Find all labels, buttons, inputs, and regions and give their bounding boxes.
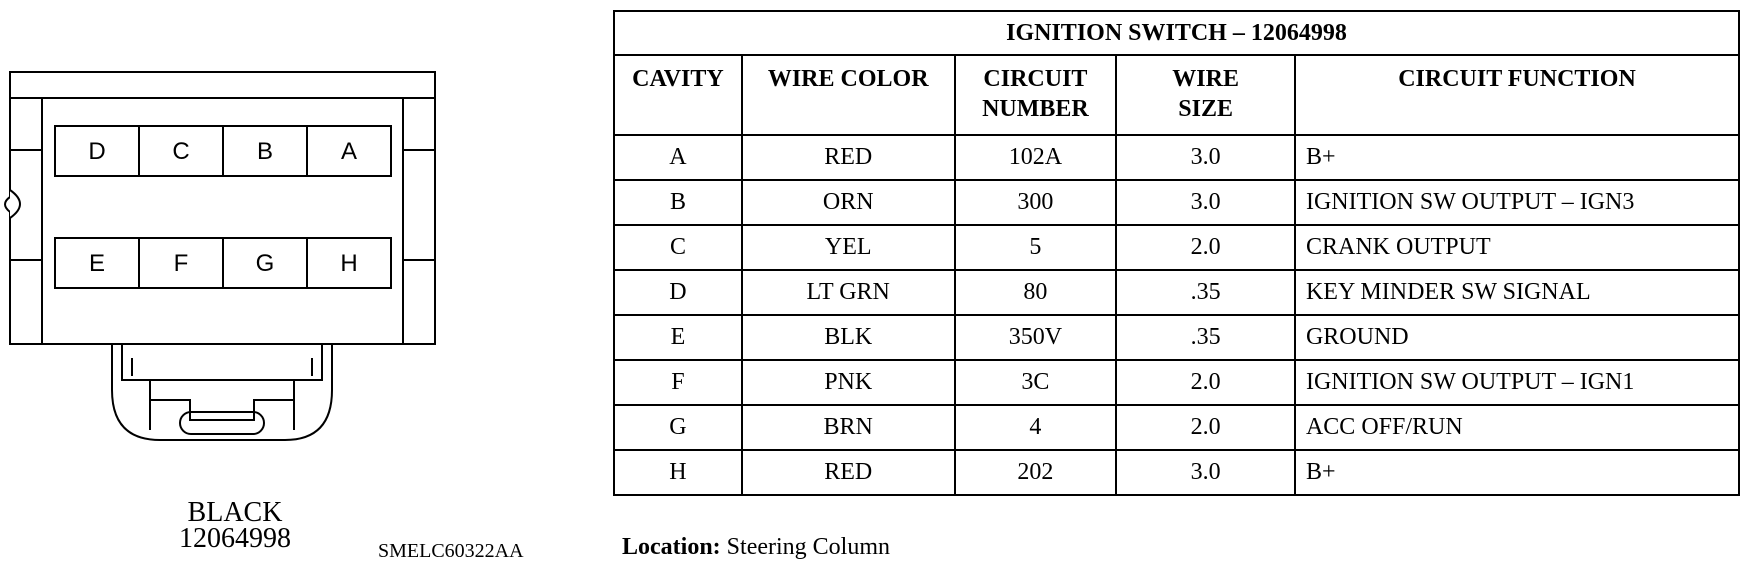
- pin-label-b: B: [256, 138, 274, 165]
- cavity-cell: H: [614, 450, 742, 495]
- right-tab-bottom: [403, 260, 435, 344]
- wire-size-cell: .35: [1116, 270, 1295, 315]
- circuit-function-cell: IGNITION SW OUTPUT – IGN1: [1295, 360, 1739, 405]
- table-row: [614, 360, 1739, 405]
- table-row: [614, 270, 1739, 315]
- pin-label-e: E: [88, 250, 106, 277]
- table-header-row: [614, 55, 1739, 135]
- circuit-number-cell: 3C: [955, 360, 1117, 405]
- wire-size-cell: 2.0: [1116, 225, 1295, 270]
- table-row: [614, 315, 1739, 360]
- cavity-cell: E: [614, 315, 742, 360]
- pin-label-a: A: [340, 138, 358, 165]
- wire-color-cell: PNK: [742, 360, 955, 405]
- wire-color-cell: BLK: [742, 315, 955, 360]
- circuit-number-cell: 202: [955, 450, 1117, 495]
- circuit-function-cell: IGNITION SW OUTPUT – IGN3: [1295, 180, 1739, 225]
- circuit-number-cell: 350V: [955, 315, 1117, 360]
- left-tab-top: [10, 98, 42, 150]
- table-row: [614, 135, 1739, 180]
- cavity-cell: A: [614, 135, 742, 180]
- connector-part-number: 12064998: [179, 523, 291, 554]
- circuit-number-cell: 102A: [955, 135, 1117, 180]
- cavity-cell: B: [614, 180, 742, 225]
- table-row: [614, 405, 1739, 450]
- wire-color-cell: BRN: [742, 405, 955, 450]
- wire-color-cell: YEL: [742, 225, 955, 270]
- wire-size-cell: 3.0: [1116, 135, 1295, 180]
- circuit-number-cell: 80: [955, 270, 1117, 315]
- connector-color-label: BLACK: [187, 497, 283, 528]
- locking-latch: [112, 344, 332, 440]
- cavity-cell: C: [614, 225, 742, 270]
- wire-size-cell: 3.0: [1116, 450, 1295, 495]
- table-title: IGNITION SWITCH – 12064998: [614, 11, 1739, 55]
- header-circuit-function: CIRCUIT FUNCTION: [1295, 55, 1739, 135]
- cavity-cell: D: [614, 270, 742, 315]
- connector-caption: [140, 497, 330, 554]
- circuit-number-cell: 4: [955, 405, 1117, 450]
- wire-size-cell: 3.0: [1116, 180, 1295, 225]
- right-tab-top: [403, 98, 435, 150]
- circuit-function-cell: KEY MINDER SW SIGNAL: [1295, 270, 1739, 315]
- table-row: [614, 450, 1739, 495]
- pin-label-c: C: [172, 138, 190, 165]
- pin-label-g: G: [255, 250, 275, 277]
- circuit-function-cell: B+: [1295, 450, 1739, 495]
- pin-label-f: F: [173, 250, 189, 277]
- circuit-function-cell: B+: [1295, 135, 1739, 180]
- circuit-function-cell: GROUND: [1295, 315, 1739, 360]
- location-line: [622, 534, 890, 561]
- wire-color-cell: ORN: [742, 180, 955, 225]
- wire-color-cell: RED: [742, 450, 955, 495]
- location-value: Steering Column: [726, 534, 890, 560]
- header-wire-size: WIRE SIZE: [1116, 55, 1295, 135]
- header-wire-color: WIRE COLOR: [742, 55, 955, 135]
- cavity-cell: G: [614, 405, 742, 450]
- pin-label-h: H: [340, 250, 358, 277]
- pinout-table: [613, 10, 1740, 496]
- wire-size-cell: .35: [1116, 315, 1295, 360]
- polarizing-notch: [5, 197, 10, 212]
- table-row: [614, 225, 1739, 270]
- pin-label-d: D: [88, 138, 106, 165]
- circuit-function-cell: CRANK OUTPUT: [1295, 225, 1739, 270]
- cavity-cell: F: [614, 360, 742, 405]
- header-cavity: CAVITY: [614, 55, 742, 135]
- drawing-code: SMELC60322AA: [378, 540, 524, 562]
- wire-size-cell: 2.0: [1116, 360, 1295, 405]
- connector-housing: [10, 72, 435, 344]
- wire-color-cell: LT GRN: [742, 270, 955, 315]
- table-row: [614, 180, 1739, 225]
- wire-size-cell: 2.0: [1116, 405, 1295, 450]
- circuit-number-cell: 5: [955, 225, 1117, 270]
- connector-face-diagram: [0, 60, 450, 480]
- location-label: Location:: [622, 534, 721, 560]
- circuit-number-cell: 300: [955, 180, 1117, 225]
- header-circuit-number: CIRCUIT NUMBER: [955, 55, 1117, 135]
- wire-color-cell: RED: [742, 135, 955, 180]
- left-tab-bottom: [10, 260, 42, 344]
- circuit-function-cell: ACC OFF/RUN: [1295, 405, 1739, 450]
